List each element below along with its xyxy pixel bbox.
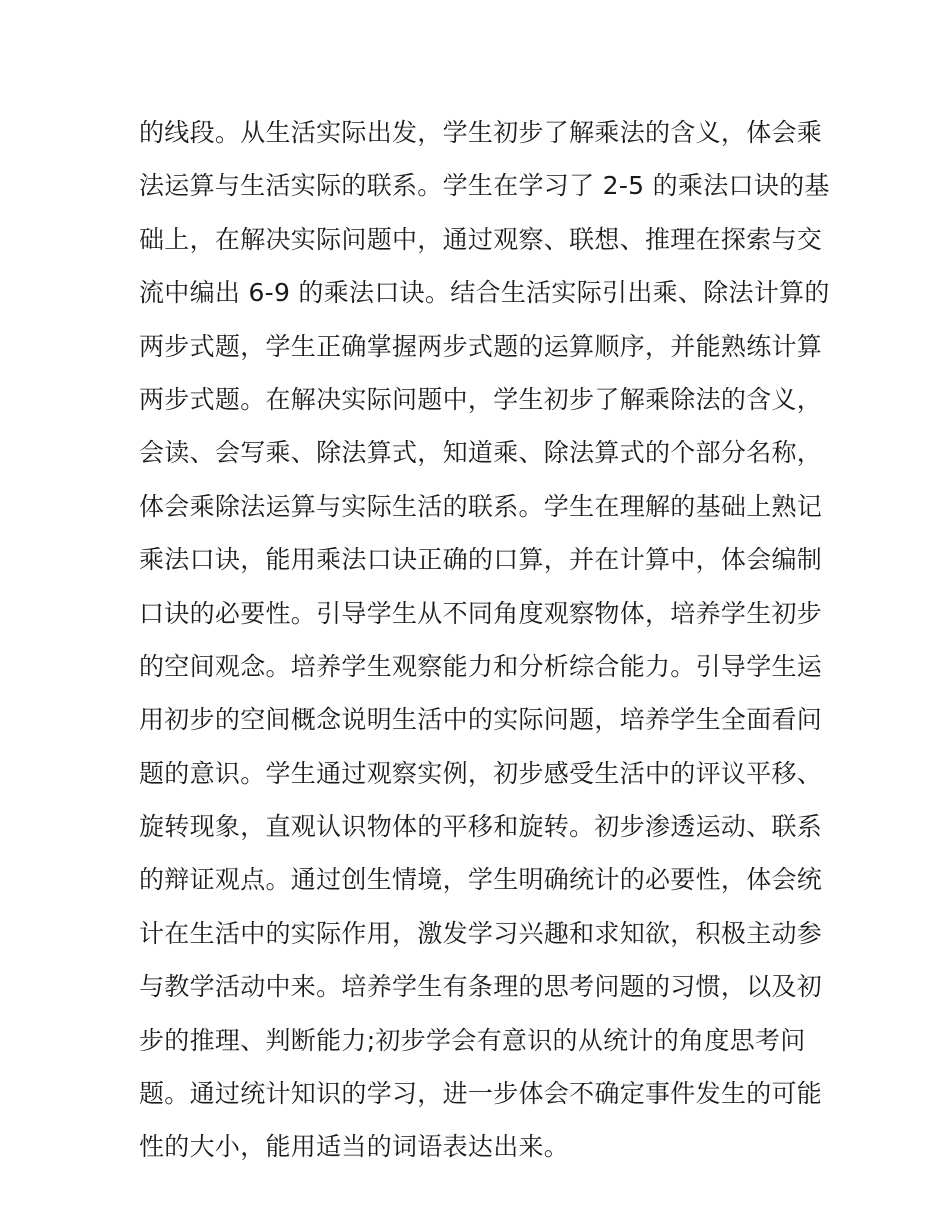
text-line: 础上，在解决实际问题中，通过观察、联想、推理在探索与交 <box>139 224 823 254</box>
text-line: 的辩证观点。通过创生情境，学生明确统计的必要性，体会统 <box>139 865 823 895</box>
text-line: 与教学活动中来。培养学生有条理的思考问题的习惯，以及初 <box>139 972 823 1002</box>
text-line: 两步式题，学生正确掌握两步式题的运算顺序，并能熟练计算 <box>139 331 823 361</box>
text-line: 性的大小，能用适当的词语表达出来。 <box>139 1132 570 1162</box>
body-paragraph <box>139 106 829 1174</box>
text-line: 乘法口诀，能用乘法口诀正确的口算，并在计算中，体会编制 <box>139 545 823 575</box>
text-line: 步的推理、判断能力;初步学会有意识的从统计的角度思考问 <box>139 1025 806 1055</box>
text-line: 用初步的空间概念说明生活中的实际问题，培养学生全面看问 <box>139 705 823 735</box>
text-line: 的线段。从生活实际出发，学生初步了解乘法的含义，体会乘 <box>139 118 823 147</box>
text-line: 体会乘除法运算与实际生活的联系。学生在理解的基础上熟记 <box>139 491 823 521</box>
text-line: 计在生活中的实际作用，激发学习兴趣和求知欲，积极主动参 <box>139 918 823 948</box>
text-line: 会读、会写乘、除法算式，知道乘、除法算式的个部分名称， <box>139 438 823 468</box>
text-line: 题的意识。学生通过观察实例，初步感受生活中的评议平移、 <box>139 758 823 788</box>
text-line: 的空间观念。培养学生观察能力和分析综合能力。引导学生运 <box>139 651 823 681</box>
text-line: 口诀的必要性。引导学生从不同角度观察物体，培养学生初步 <box>139 598 823 628</box>
text-line: 两步式题。在解决实际问题中，学生初步了解乘除法的含义， <box>139 384 823 414</box>
text-line: 流中编出 6-9 的乘法口诀。结合生活实际引出乘、除法计算的 <box>139 278 830 308</box>
text-line: 旋转现象，直观认识物体的平移和旋转。初步渗透运动、联系 <box>139 812 823 842</box>
text-line: 法运算与生活实际的联系。学生在学习了 2-5 的乘法口诀的基 <box>139 171 830 201</box>
text-line: 题。通过统计知识的学习，进一步体会不确定事件发生的可能 <box>139 1079 823 1109</box>
